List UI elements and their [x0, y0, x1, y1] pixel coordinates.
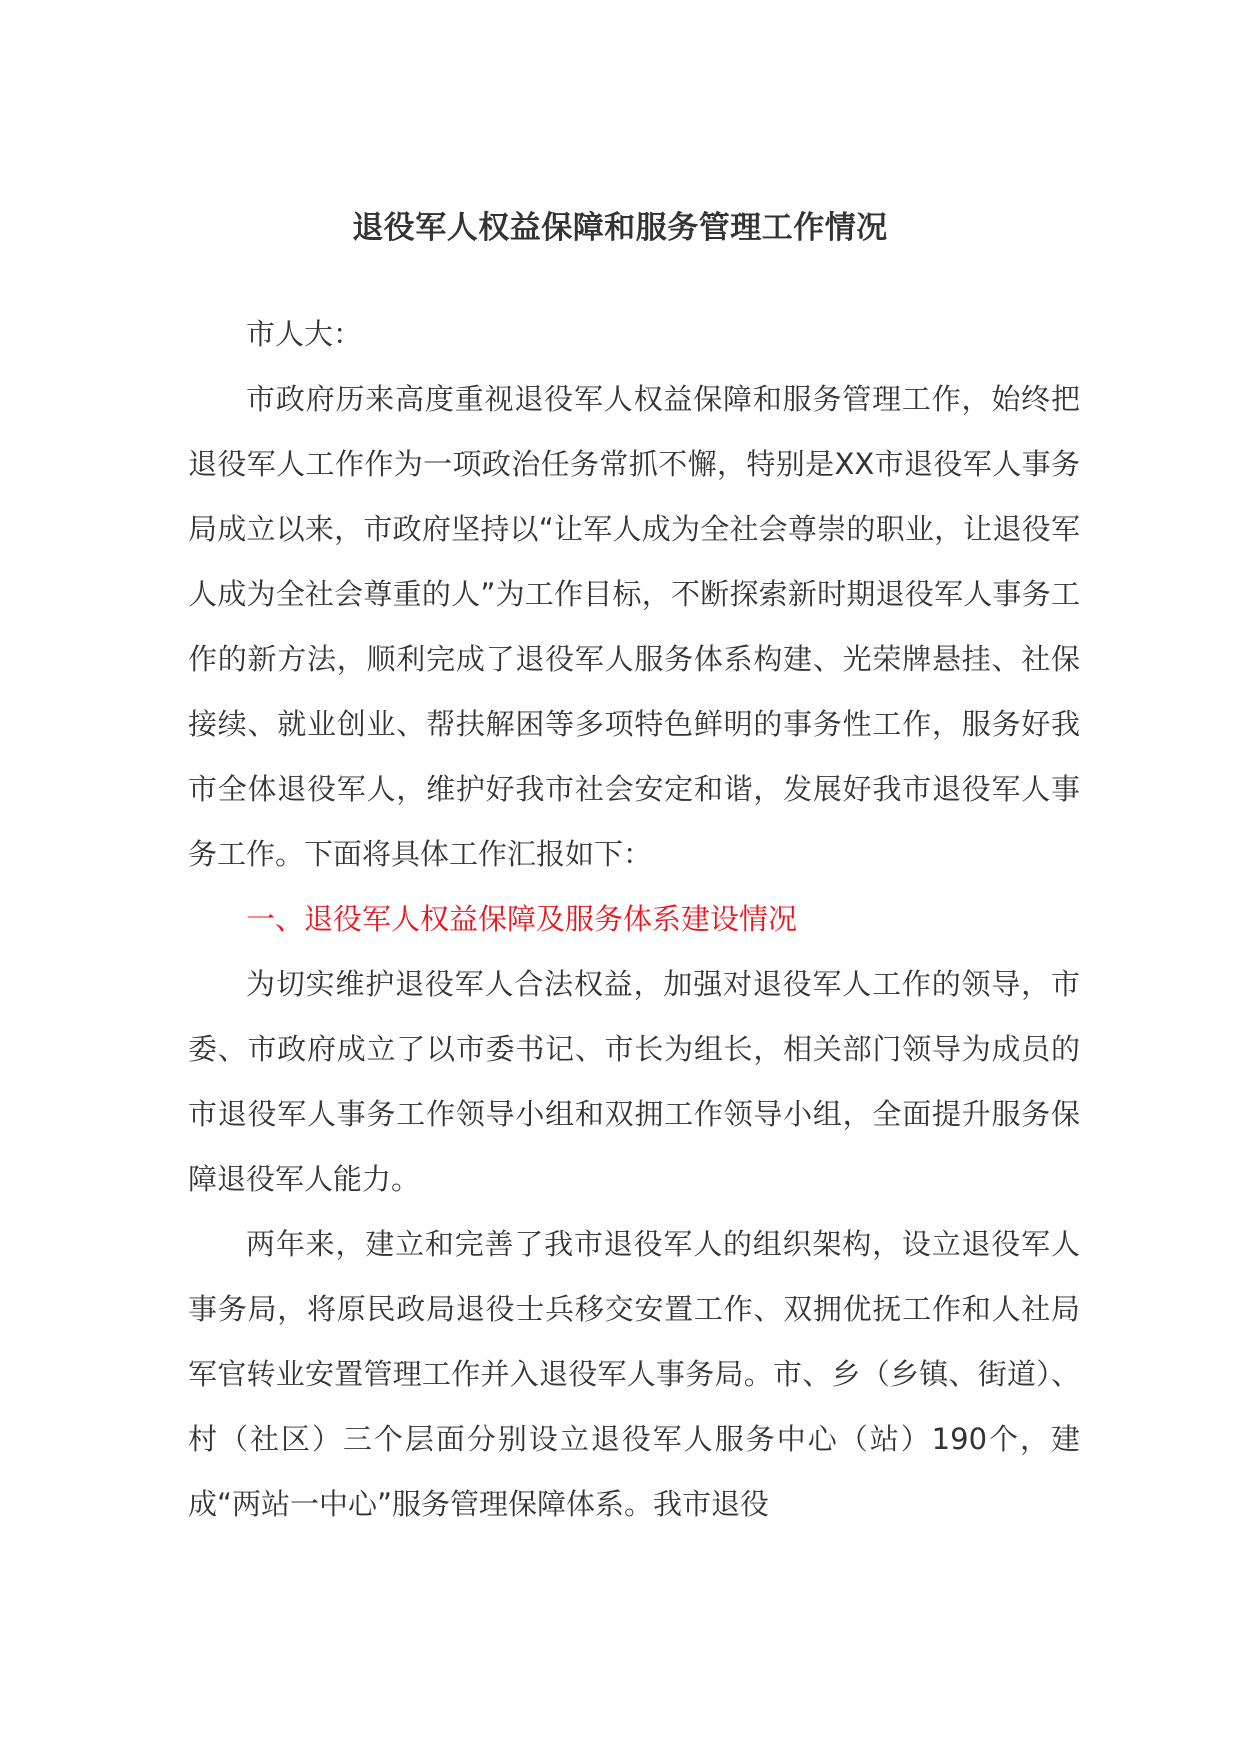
document-title: 退役军人权益保障和服务管理工作情况	[352, 210, 888, 246]
paragraph-organization: 两年来，建立和完善了我市退役军人的组织架构，设立退役军人事务局，将原民政局退役士兵移交安置工作、双拥优抚工作和人社局军官转业安置管理工作并入退役军人事务局。市、乡（乡镇、街道）、村（社区）三个层面分别设立退役军人服务中心（站）190个，建成“两站一中心”服务管理保障体系。我市退役	[188, 1227, 1080, 1521]
document-body	[188, 302, 1080, 1537]
paragraph-intro: 市政府历来高度重视退役军人权益保障和服务管理工作，始终把退役军人工作作为一项政治任务常抓不懈，特别是XX市退役军人事务局成立以来，市政府坚持以“让军人成为全社会尊崇的职业，让退役军人成为全社会尊重的人”为工作目标，不断探索新时期退役军人事务工作的新方法，顺利完成了退役军人服务体系构建、光荣牌悬挂、社保接续、就业创业、帮扶解困等多项特色鲜明的事务性工作，服务好我市全体退役军人，维护好我市社会安定和谐，发展好我市退役军人事务工作。下面将具体工作汇报如下：	[188, 382, 1080, 871]
section-heading: 一、退役军人权益保障及服务体系建设情况	[246, 902, 798, 936]
paragraph-leadership: 为切实维护退役军人合法权益，加强对退役军人工作的领导，市委、市政府成立了以市委书记、市长为组长，相关部门领导为成员的市退役军人事务工作领导小组和双拥工作领导小组，全面提升服务保障退役军人能力。	[188, 967, 1080, 1196]
salutation: 市人大：	[246, 317, 363, 351]
